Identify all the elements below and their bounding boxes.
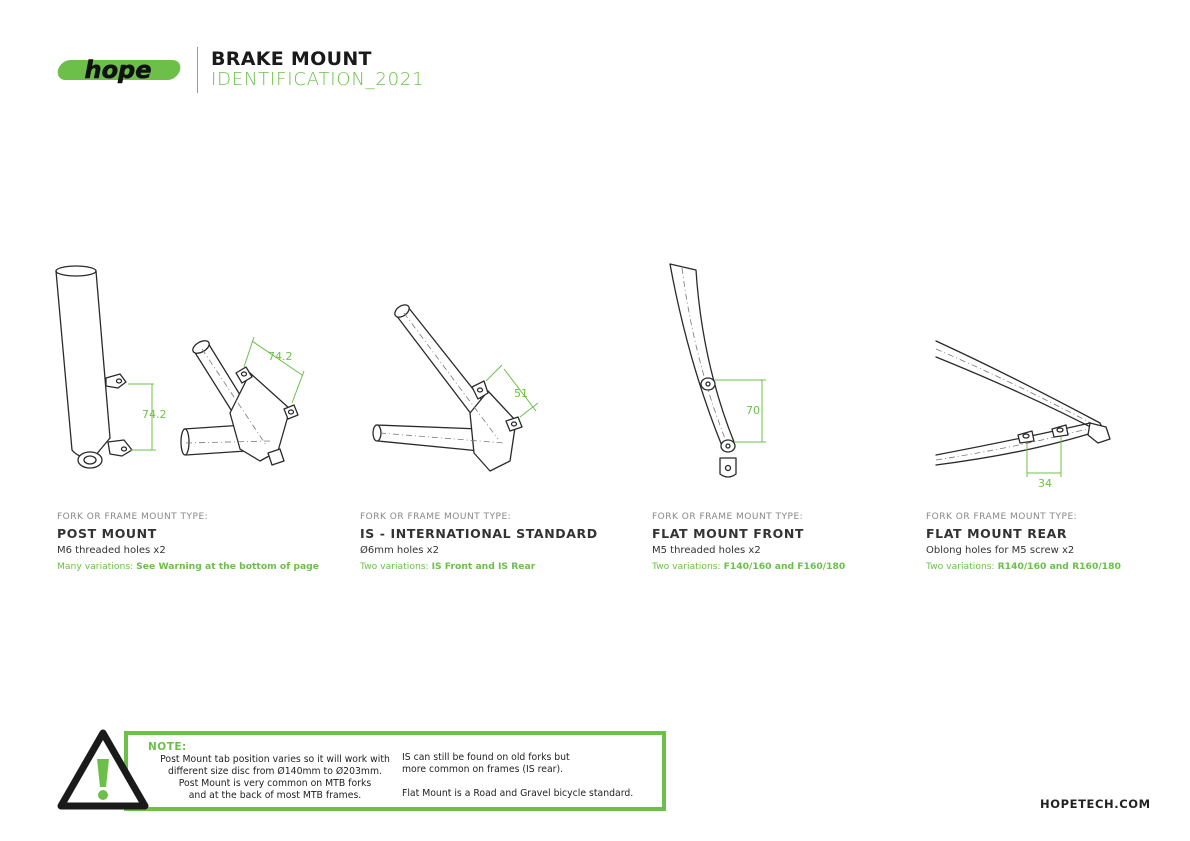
post-mount-fork-drawing bbox=[50, 260, 170, 475]
flat-mount-rear-drawing bbox=[930, 335, 1120, 495]
mount-type-variations: Many variations: See Warning at the bottom of page bbox=[57, 561, 319, 572]
mount-type-caption: FORK OR FRAME MOUNT TYPE: bbox=[57, 512, 209, 522]
dim-label: 34 bbox=[1038, 477, 1052, 490]
mount-type-title: IS - INTERNATIONAL STANDARD bbox=[360, 526, 598, 541]
dim-label: 74.2 bbox=[268, 350, 293, 363]
mount-type-variations: Two variations: IS Front and IS Rear bbox=[360, 561, 536, 572]
mount-info-flat-front bbox=[652, 512, 932, 572]
dim-label: 70 bbox=[746, 404, 760, 417]
note-title: NOTE: bbox=[148, 741, 187, 753]
mount-type-variations: Two variations: F140/160 and F160/180 bbox=[652, 561, 846, 572]
mount-info-post-mount bbox=[57, 512, 337, 572]
page-subtitle: IDENTIFICATION_2021 bbox=[211, 69, 425, 90]
mount-type-title: FLAT MOUNT REAR bbox=[926, 526, 1068, 541]
warning-triangle-icon bbox=[56, 727, 150, 811]
note-left-text: Post Mount tab position varies so it will work with different size disc from Ø140mm to Ø203mm. Post Mount is very common on MTB forks and at the back of most MTB frames. bbox=[160, 754, 390, 801]
dim-label: 74.2 bbox=[142, 408, 167, 421]
header-divider bbox=[197, 47, 198, 93]
is-mount-drawing bbox=[370, 303, 550, 473]
mount-type-title: FLAT MOUNT FRONT bbox=[652, 526, 805, 541]
mount-type-title: POST MOUNT bbox=[57, 526, 157, 541]
mount-type-description: Ø6mm holes x2 bbox=[360, 545, 439, 556]
dim-label: 51 bbox=[514, 387, 528, 400]
logo-text: hope bbox=[84, 56, 152, 84]
mount-type-description: M6 threaded holes x2 bbox=[57, 545, 166, 556]
mount-info-is bbox=[360, 512, 640, 572]
mount-type-description: Oblong holes for M5 screw x2 bbox=[926, 545, 1075, 556]
website-link[interactable]: HOPETECH.COM bbox=[1040, 797, 1151, 811]
mount-type-caption: FORK OR FRAME MOUNT TYPE: bbox=[652, 512, 804, 522]
mount-type-caption: FORK OR FRAME MOUNT TYPE: bbox=[360, 512, 512, 522]
mount-info-flat-rear bbox=[926, 512, 1190, 572]
hope-logo bbox=[56, 54, 188, 86]
flat-mount-front-drawing bbox=[660, 262, 780, 482]
page-title: BRAKE MOUNT bbox=[211, 48, 372, 70]
mount-type-variations: Two variations: R140/160 and R160/180 bbox=[926, 561, 1121, 572]
post-mount-frame-drawing bbox=[180, 333, 310, 473]
note-right-text: IS can still be found on old forks but more common on frames (IS rear). Flat Mount is a Road and Gravel bicycle standard. bbox=[402, 752, 634, 799]
mount-type-description: M5 threaded holes x2 bbox=[652, 545, 761, 556]
mount-type-caption: FORK OR FRAME MOUNT TYPE: bbox=[926, 512, 1078, 522]
